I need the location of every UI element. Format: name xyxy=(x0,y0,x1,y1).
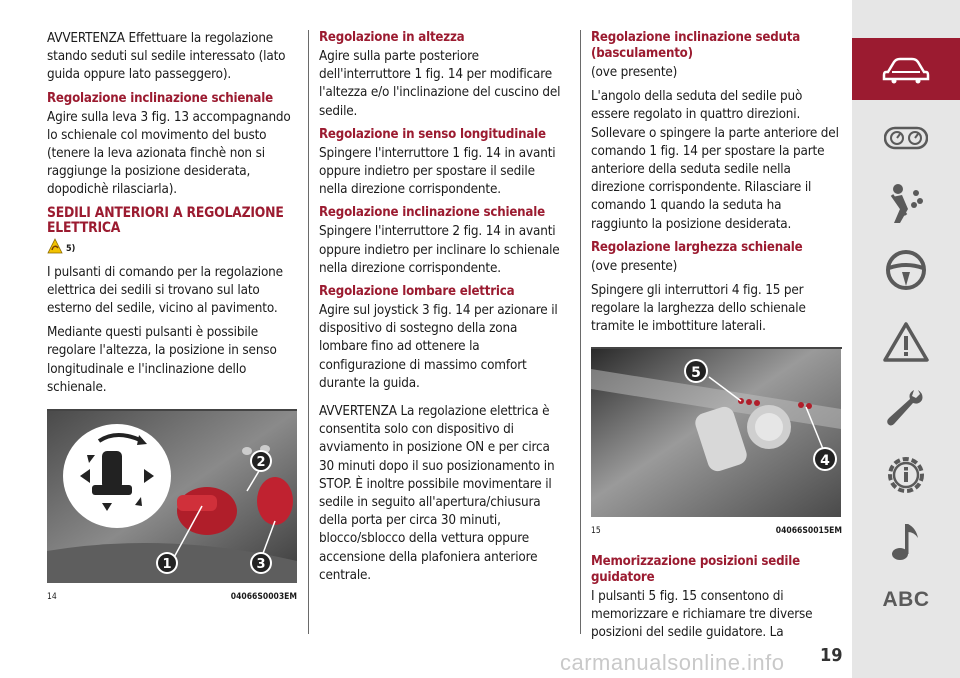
gear-info-icon xyxy=(883,452,929,498)
buttons-function-paragraph: Mediante questi pulsanti è possibile regolare l'altezza, la posizione in senso longitudinale e l'inclinazione dello schienale. xyxy=(47,325,277,395)
abc-index-icon: ABC xyxy=(882,588,930,611)
sidebar-item-emergency[interactable] xyxy=(852,316,960,368)
svg-text:3: 3 xyxy=(256,557,266,573)
memory-paragraph: I pulsanti 5 fig. 15 consentono di memorizzare e richiamare tre diverse posizioni del sedile guidatore. La xyxy=(591,588,813,641)
figure-14-caption xyxy=(47,592,297,602)
sidebar-item-car[interactable] xyxy=(852,38,960,100)
figure-14-callout-2 xyxy=(250,450,272,472)
column-divider-1 xyxy=(308,30,309,634)
warning-triangle-icon xyxy=(883,321,929,363)
watermark: carmanualsonline.info xyxy=(560,650,785,675)
backrest-paragraph-2: Spingere l'interruttore 2 fig. 14 in avanti oppure indietro per inclinare lo schienale nella direzione corrispondente. xyxy=(319,224,560,276)
seatbelt-person-icon xyxy=(886,181,926,225)
where-present-1: (ove presente) xyxy=(591,65,678,80)
heading-backrest-inclination: Regolazione inclinazione schienale xyxy=(47,90,273,106)
svg-text:1: 1 xyxy=(162,557,172,573)
figure-15-caption xyxy=(591,526,842,536)
page-number: 19 xyxy=(820,645,843,666)
figure-15-callout-5 xyxy=(684,359,708,383)
buttons-location-paragraph: I pulsanti di comando per la regolazione elettrica dei sedili si trovano sul lato esterno del sedile, vicino al pavimento. xyxy=(47,264,283,317)
figure-14-number: 14 xyxy=(47,592,57,603)
heading-height-adjust: Regolazione in altezza xyxy=(319,30,465,45)
figure-15-image xyxy=(591,347,842,521)
figure-14-callout-3 xyxy=(250,552,272,574)
where-present-2: (ove presente) xyxy=(591,258,678,274)
figure-15 xyxy=(591,347,842,536)
height-paragraph: Agire sulla parte posteriore dell'interruttore 1 fig. 14 per modificare l'altezza e/o l'inclinazione del cuscino del sedile. xyxy=(319,49,561,119)
sidebar-item-index[interactable] xyxy=(852,582,960,618)
figure-14-callout-1 xyxy=(156,552,178,574)
figure-14-image xyxy=(47,409,297,587)
sidebar-item-dashboard[interactable] xyxy=(852,118,960,158)
column-divider-2 xyxy=(580,30,581,634)
heading-backrest-width: Regolazione larghezza schienale xyxy=(591,239,803,255)
warning-hand-icon xyxy=(47,238,63,258)
lumbar-paragraph: Agire sul joystick 3 fig. 14 per azionare il dispositivo di sostegno della zona lombare fino ad ottenere la configurazione di massimo comfort durante la guida. xyxy=(319,303,558,391)
longitudinal-paragraph: Spingere l'interruttore 1 fig. 14 in avanti oppure indietro per spostare il sedile nella direzione corrispondente. xyxy=(319,145,556,198)
seat-tilt-paragraph: L'angolo della seduta del sedile può essere regolato in quattro direzioni. Sollevare o spingere la parte anteriore del comando 1 fig. 14 per spostare la parte anteriore della seduta sedile nella direzione corrispondente. Rilasciare il comando 1 quando la seduta ha raggiunto la posizione desiderata. xyxy=(591,89,839,232)
electric-warning-paragraph: AVVERTENZA La regolazione elettrica è consentita solo con dispositivo di avviamento in posizione ON e per circa 30 minuti dopo il suo posizionamento in STOP. È inoltre possibile movimentare il sedile in seguito all'apertura/chiusura della porta per circa 30 minuti, blocco/sblocco della vettura oppure accensione della plafoniera anteriore centrale. xyxy=(319,404,555,583)
figure-15-code: 04066S0015EM xyxy=(775,525,842,536)
figure-14-code: 04066S0003EM xyxy=(230,592,297,603)
heading-seat-tilt: Regolazione inclinazione seduta (basculamento) xyxy=(591,30,801,61)
svg-text:4: 4 xyxy=(820,452,830,469)
heading-memory: Memorizzazione posizioni sedile guidatore xyxy=(591,553,800,585)
car-icon xyxy=(882,54,930,84)
chapter-sidebar xyxy=(852,0,960,678)
heading-backrest-inclination-2: Regolazione inclinazione schienale xyxy=(319,205,545,221)
sidebar-item-maintenance[interactable] xyxy=(852,382,960,434)
svg-text:2: 2 xyxy=(256,455,266,471)
column-3 xyxy=(591,30,842,648)
svg-text:5: 5 xyxy=(691,364,701,381)
music-note-icon xyxy=(888,520,924,564)
warning-reference xyxy=(47,238,297,258)
backrest-width-paragraph: Spingere gli interruttori 4 fig. 15 per regolare la larghezza dello schienale tramite le imbottiture laterali. xyxy=(591,283,806,335)
sidebar-item-driving[interactable] xyxy=(852,244,960,296)
backrest-paragraph: Agire sulla leva 3 fig. 13 accompagnando lo schienale col movimento del busto (tenere la leva azionata finchè non si raggiunge la posizione desiderata, dopodichè rilasciarla). xyxy=(47,109,291,198)
sidebar-item-technical-data[interactable] xyxy=(852,448,960,502)
column-2 xyxy=(319,30,562,591)
figure-15-number: 15 xyxy=(591,525,601,536)
dashboard-gauges-icon xyxy=(884,125,928,151)
warning-ref-number: 5) xyxy=(66,243,76,254)
warning-paragraph: AVVERTENZA Effettuare la regolazione stando seduti sul sedile interessato (lato guida oppure lato passeggero). xyxy=(47,31,286,83)
column-1 xyxy=(47,30,297,602)
sidebar-item-safety[interactable] xyxy=(852,178,960,228)
figure-14 xyxy=(47,409,297,602)
section-title: SEDILI ANTERIORI A REGOLAZIONE ELETTRICA xyxy=(47,204,284,236)
sidebar-item-multimedia[interactable] xyxy=(852,516,960,568)
steering-wheel-icon xyxy=(884,248,928,292)
figure-15-callout-4 xyxy=(813,447,837,471)
heading-longitudinal-adjust: Regolazione in senso longitudinale xyxy=(319,126,546,142)
heading-lumbar: Regolazione lombare elettrica xyxy=(319,284,515,300)
wrench-icon xyxy=(884,386,928,430)
